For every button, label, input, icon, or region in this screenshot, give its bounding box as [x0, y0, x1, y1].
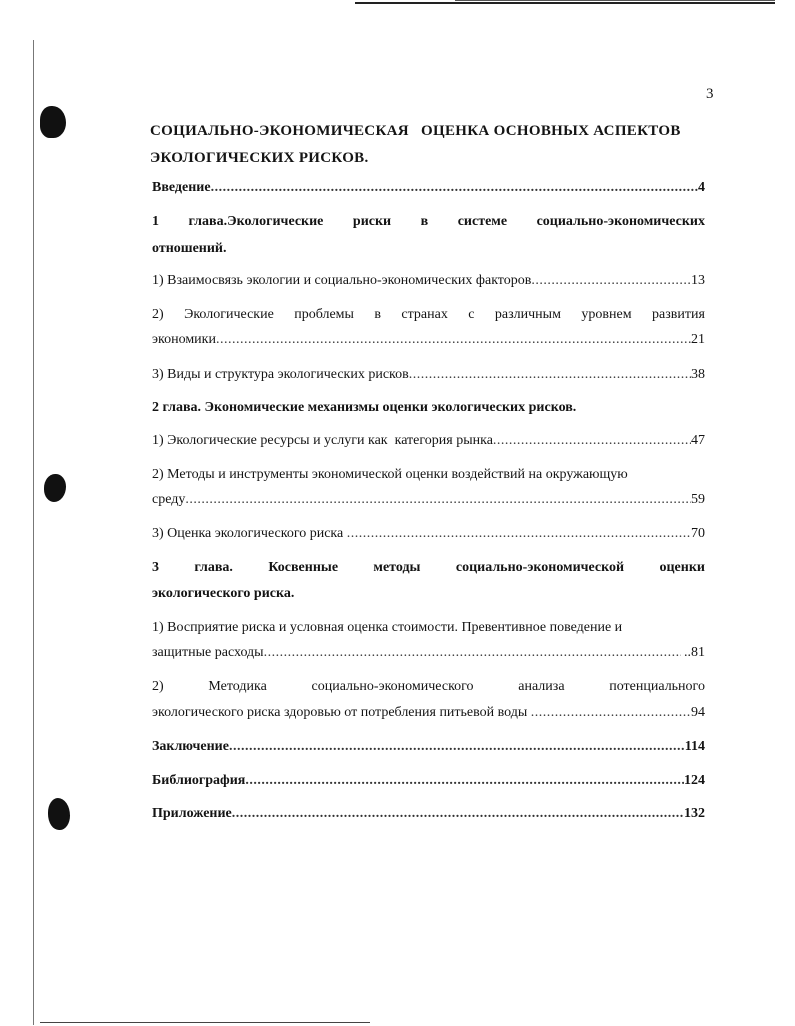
- toc-page: 94: [691, 705, 705, 720]
- toc-entry-3-1-line2: [152, 645, 705, 661]
- heading-word: социально-экономической: [455, 560, 625, 575]
- toc-leader: [216, 332, 691, 348]
- toc-leader: [264, 645, 681, 661]
- toc-entry-conclusion: [152, 739, 705, 755]
- toc-label: Приложение: [152, 806, 232, 821]
- heading-word: 1: [152, 214, 159, 229]
- entry-word: анализа: [518, 679, 565, 694]
- heading-text: отношений.: [152, 241, 227, 256]
- toc-entry-appendix: [152, 806, 705, 822]
- entry-word: различным: [494, 307, 561, 322]
- heading-word: Косвенные: [268, 560, 339, 575]
- heading-word: глава.: [194, 560, 233, 575]
- toc-leader: [531, 273, 691, 289]
- toc-chapter-3-heading-cont: [152, 586, 705, 602]
- toc-chapter-1-heading: [152, 214, 705, 230]
- document-title: [150, 118, 710, 172]
- entry-word: в: [374, 307, 381, 322]
- entry-word: социально-экономического: [311, 679, 474, 694]
- toc-leader: [531, 705, 691, 721]
- toc-entry-1-2-line2: [152, 332, 705, 348]
- heading-text: экологического риска.: [152, 586, 295, 601]
- toc-page: ..81: [680, 645, 705, 660]
- heading-word: глава.Экологические: [188, 214, 324, 229]
- toc-label: 1) Взаимосвязь экологии и социально-экономических факторов: [152, 273, 532, 288]
- toc-entry-3-2-line1: [152, 679, 705, 695]
- toc-entry-bibliography: [152, 773, 705, 789]
- punch-hole-middle: [44, 474, 66, 502]
- punch-hole-bottom: [48, 798, 70, 830]
- entry-word: странах: [401, 307, 448, 322]
- punch-hole-top: [40, 106, 66, 138]
- scan-edge-top-thin: [455, 0, 775, 1]
- toc-page: 132: [684, 806, 705, 821]
- toc-page: 70: [691, 526, 705, 541]
- toc-leader: [185, 492, 691, 508]
- toc-leader: [245, 773, 684, 789]
- toc-entry-3-2-line2: [152, 705, 705, 721]
- toc-leader: [232, 806, 684, 822]
- entry-word: развития: [651, 307, 705, 322]
- heading-word: оценки: [659, 560, 705, 575]
- toc-leader: [229, 739, 685, 755]
- toc-label: 1) Экологические ресурсы и услуги как категория рынка: [152, 433, 493, 448]
- title-line-2: ЭКОЛОГИЧЕСКИХ РИСКОВ.: [150, 150, 369, 166]
- toc-page: 21: [691, 332, 705, 347]
- toc-entry-introduction: [152, 180, 705, 196]
- heading-word: 3: [152, 560, 159, 575]
- entry-word: с: [468, 307, 475, 322]
- toc-chapter-1-heading-cont: [152, 241, 705, 257]
- heading-text: 2 глава. Экономические механизмы оценки экологических рисков.: [152, 400, 577, 415]
- toc-leader: [409, 367, 691, 383]
- toc-entry-2-3: [152, 526, 705, 542]
- entry-word: уровнем: [581, 307, 632, 322]
- heading-word: в: [420, 214, 429, 229]
- toc-label: 3) Виды и структура экологических рисков: [152, 367, 409, 382]
- entry-text: 2) Методы и инструменты экономической оценки воздействий на окружающую: [152, 467, 628, 482]
- toc-entry-1-1: [152, 273, 705, 289]
- toc-entry-2-2-line1: [152, 467, 705, 483]
- title-line-1: СОЦИАЛЬНО-ЭКОНОМИЧЕСКАЯ ОЦЕНКА ОСНОВНЫХ АСПЕКТОВ: [150, 123, 681, 139]
- toc-label: экологического риска здоровью от потребления питьевой воды: [152, 705, 531, 720]
- toc-label: среду: [152, 492, 186, 507]
- toc-page: 114: [684, 739, 705, 754]
- entry-word: Методика: [208, 679, 267, 694]
- toc-page: 47: [691, 433, 705, 448]
- scan-edge-top: [355, 2, 775, 4]
- heading-word: социально-экономических: [536, 214, 705, 229]
- toc-page: 4: [698, 180, 705, 195]
- toc-label: Заключение: [152, 739, 229, 754]
- toc-entry-2-1: [152, 433, 705, 449]
- toc-leader: [347, 526, 691, 542]
- heading-word: методы: [373, 560, 421, 575]
- toc-label: защитные расходы: [152, 645, 264, 660]
- toc-entry-2-2-line2: [152, 492, 705, 508]
- toc-page: 38: [691, 367, 705, 382]
- scan-edge-bottom: [40, 1022, 370, 1023]
- toc-entry-3-1-line1: [152, 620, 705, 636]
- entry-word: 2): [152, 307, 164, 322]
- toc-leader: [493, 433, 691, 449]
- toc-label: Введение: [152, 180, 211, 195]
- entry-word: 2): [152, 679, 164, 694]
- toc-chapter-2-heading: [152, 400, 705, 416]
- scan-margin-line: [33, 40, 34, 1025]
- heading-word: системе: [457, 214, 508, 229]
- toc-label: экономики: [152, 332, 216, 347]
- toc-entry-1-3: [152, 367, 705, 383]
- toc-label: 3) Оценка экологического риска: [152, 526, 347, 541]
- heading-word: риски: [352, 214, 392, 229]
- toc-page: 124: [684, 773, 705, 788]
- toc-label: Библиография: [152, 773, 246, 788]
- entry-word: потенциального: [609, 679, 705, 694]
- toc-entry-1-2-line1: [152, 307, 705, 323]
- entry-word: проблемы: [294, 307, 354, 322]
- entry-word: Экологические: [184, 307, 274, 322]
- toc-leader: [211, 180, 698, 196]
- toc-page: 59: [691, 492, 705, 507]
- toc-chapter-3-heading: [152, 560, 705, 576]
- toc-page: 13: [691, 273, 705, 288]
- page-number: 3: [706, 86, 714, 102]
- entry-text: 1) Восприятие риска и условная оценка стоимости. Превентивное поведение и: [152, 620, 623, 635]
